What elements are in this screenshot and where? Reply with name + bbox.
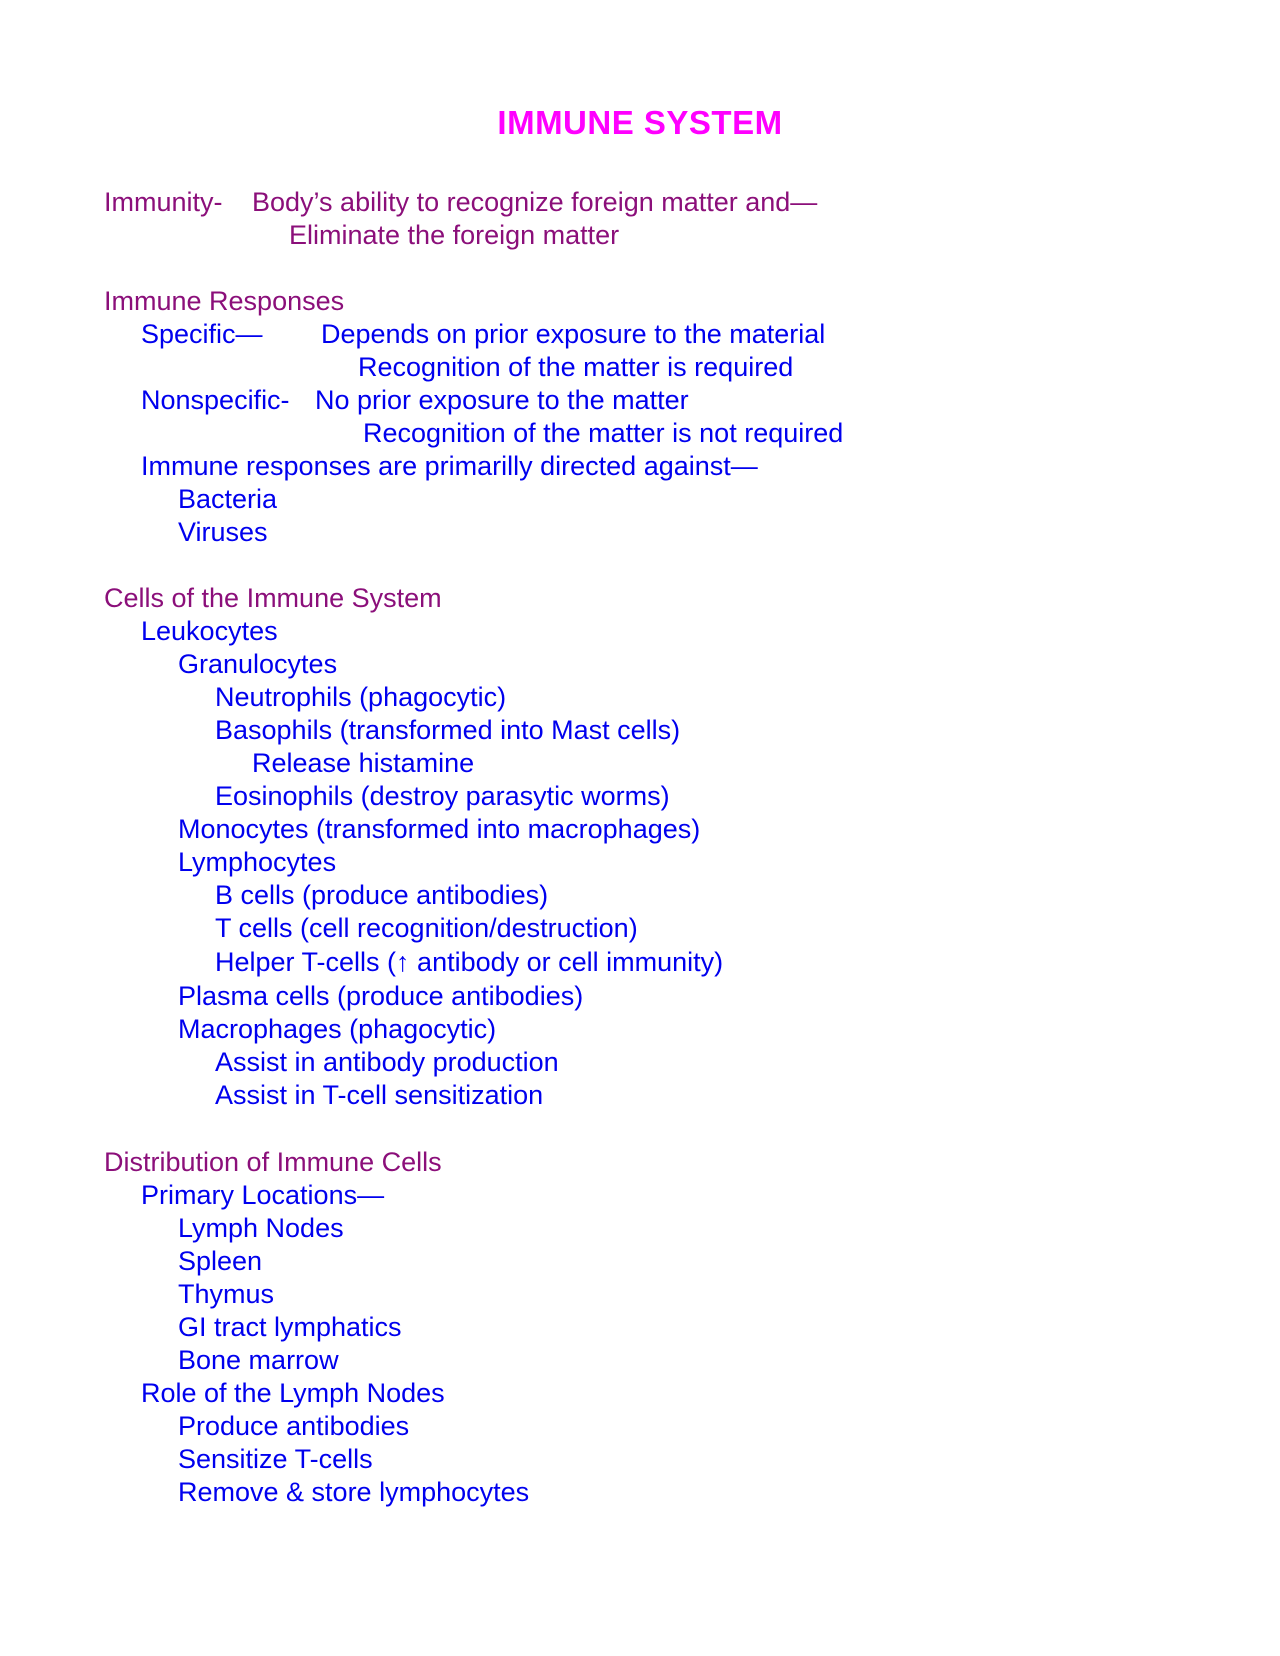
specific-detail-2: Recognition of the matter is required	[358, 352, 794, 382]
list-item: Plasma cells (produce antibodies)	[178, 981, 584, 1011]
page-title: IMMUNE SYSTEM	[497, 104, 783, 141]
nonspecific-label: Nonspecific-	[141, 385, 290, 415]
list-item: Granulocytes	[178, 649, 338, 679]
list-item: Spleen	[178, 1246, 263, 1276]
list-item: Lymphocytes	[178, 847, 337, 877]
list-item: Bone marrow	[178, 1345, 339, 1375]
list-item: B cells (produce antibodies)	[215, 880, 549, 910]
specific-label: Specific—	[141, 319, 263, 349]
list-item: Macrophages (phagocytic)	[178, 1014, 497, 1044]
list-item: Lymph Nodes	[178, 1213, 344, 1243]
immunity-definition-1: Body’s ability to recognize foreign matter and—	[252, 187, 818, 217]
list-item: Basophils (transformed into Mast cells)	[215, 715, 681, 745]
list-item: Bacteria	[178, 484, 278, 514]
list-item: Helper T-cells (↑ antibody or cell immunity)	[215, 947, 724, 977]
list-item: Primary Locations—	[141, 1180, 385, 1210]
section-heading-immune-responses: Immune Responses	[104, 286, 345, 316]
nonspecific-detail-1: No prior exposure to the matter	[315, 385, 689, 415]
list-item: Remove & store lymphocytes	[178, 1477, 530, 1507]
list-item: Monocytes (transformed into macrophages)	[178, 814, 701, 844]
list-item: Assist in T-cell sensitization	[215, 1080, 544, 1110]
list-item: Sensitize T-cells	[178, 1444, 373, 1474]
list-item: GI tract lymphatics	[178, 1312, 402, 1342]
section-heading-cells: Cells of the Immune System	[104, 583, 442, 613]
immunity-definition-2: Eliminate the foreign matter	[289, 220, 620, 250]
immunity-term: Immunity-	[104, 187, 223, 217]
specific-detail-1: Depends on prior exposure to the material	[321, 319, 826, 349]
list-item: T cells (cell recognition/destruction)	[215, 913, 638, 943]
list-item: Thymus	[178, 1279, 275, 1309]
list-item: Assist in antibody production	[215, 1047, 559, 1077]
list-item: Role of the Lymph Nodes	[141, 1378, 445, 1408]
section-heading-distribution: Distribution of Immune Cells	[104, 1147, 442, 1177]
directed-against: Immune responses are primarilly directed against—	[141, 451, 758, 481]
list-item: Eosinophils (destroy parasytic worms)	[215, 781, 670, 811]
list-item: Viruses	[178, 517, 268, 547]
list-item: Produce antibodies	[178, 1411, 410, 1441]
list-item: Neutrophils (phagocytic)	[215, 682, 507, 712]
list-item: Leukocytes	[141, 616, 278, 646]
nonspecific-detail-2: Recognition of the matter is not required	[363, 418, 844, 448]
list-item: Release histamine	[252, 748, 475, 778]
